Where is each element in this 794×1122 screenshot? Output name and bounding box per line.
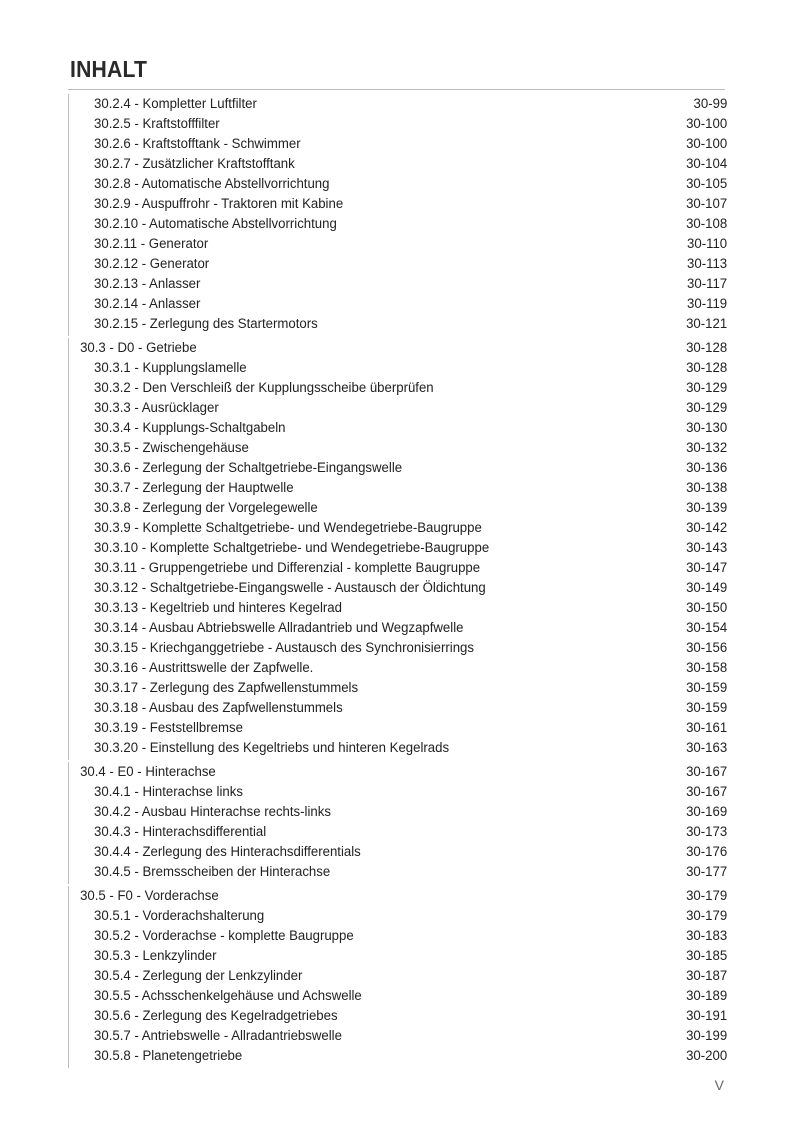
toc-entry[interactable] — [68, 906, 727, 926]
toc-entry-page: 30-130 — [685, 420, 727, 436]
toc-entry[interactable] — [68, 718, 727, 738]
toc-entry-label: 30.4.1 - Hinterachse links — [94, 784, 243, 800]
toc-section-heading[interactable] — [68, 886, 727, 906]
section-left-border — [68, 762, 69, 884]
toc-entry-page: 30-187 — [685, 968, 727, 984]
toc-entry-label: 30.5.5 - Achsschenkelgehäuse und Achswelle — [94, 988, 362, 1004]
toc-section-heading[interactable] — [68, 338, 727, 358]
toc-entry-label: 30.4.3 - Hinterachsdifferential — [94, 824, 267, 840]
toc-entry-label: 30.3.7 - Zerlegung der Hauptwelle — [94, 480, 294, 496]
toc-entry[interactable] — [68, 498, 727, 518]
toc-entry-label: 30.2.4 - Kompletter Luftfilter — [94, 96, 257, 112]
toc-entry-label: 30.3.20 - Einstellung des Kegeltriebs und hinteren Kegelrads — [94, 740, 450, 756]
toc-entry-page: 30-173 — [685, 824, 727, 840]
toc-entry-label: 30.2.12 - Generator — [94, 256, 210, 272]
toc-entry-page: 30-183 — [685, 928, 727, 944]
toc-entry-page: 30-129 — [685, 380, 727, 396]
toc-entry-label: 30.2.11 - Generator — [94, 236, 209, 252]
toc-entry-page: 30-163 — [685, 740, 727, 756]
toc-entry-page: 30-138 — [685, 480, 727, 496]
section-left-border — [68, 338, 69, 760]
toc-entry-page: 30-128 — [685, 360, 727, 376]
toc-entry[interactable] — [68, 234, 727, 254]
toc-entry-page: 30-161 — [685, 720, 727, 736]
toc-entry-page: 30-189 — [685, 988, 727, 1004]
page-number: V — [714, 1077, 724, 1093]
toc-entry[interactable] — [68, 1006, 727, 1026]
toc-entry[interactable] — [68, 698, 727, 718]
toc-entry[interactable] — [68, 538, 727, 558]
toc-entry[interactable] — [68, 782, 727, 802]
toc-entry-page: 30-159 — [685, 700, 727, 716]
toc-entry-label: 30.4.4 - Zerlegung des Hinterachsdifferentials — [94, 844, 361, 860]
toc-entry-page: 30-177 — [685, 864, 727, 880]
toc-entry-label: 30.2.5 - Kraftstofffilter — [94, 116, 220, 132]
toc-entry[interactable] — [68, 518, 727, 538]
toc-entry-label: 30.5.7 - Antriebswelle - Allradantriebswelle — [94, 1028, 342, 1044]
toc-entry-label: 30.3.4 - Kupplungs-Schaltgabeln — [94, 420, 286, 436]
toc-entry[interactable] — [68, 598, 727, 618]
toc-entry-label: 30.3.11 - Gruppengetriebe und Differenzial - komplette Baugruppe — [94, 560, 481, 576]
toc-entry-label: 30.2.9 - Auspuffrohr - Traktoren mit Kabine — [94, 196, 344, 212]
toc-entry[interactable] — [68, 214, 727, 234]
toc-entry-page: 30-200 — [685, 1048, 727, 1064]
toc-entry-label: 30.5.8 - Planetengetriebe — [94, 1048, 243, 1064]
toc-entry[interactable] — [68, 802, 727, 822]
toc-entry-page: 30-136 — [685, 460, 727, 476]
toc-entry[interactable] — [68, 658, 727, 678]
toc-entry[interactable] — [68, 986, 727, 1006]
toc-entry-label: 30.4.2 - Ausbau Hinterachse rechts-links — [94, 804, 331, 820]
toc-entry-page: 30-199 — [685, 1028, 727, 1044]
toc-entry-label: 30.5.4 - Zerlegung der Lenkzylinder — [94, 968, 303, 984]
toc-entry-page: 30-107 — [685, 196, 727, 212]
toc-entry-page: 30-156 — [685, 640, 727, 656]
toc-entry-label: 30.3.15 - Kriechganggetriebe - Austausch des Synchronisierrings — [94, 640, 474, 656]
toc-entry[interactable] — [68, 438, 727, 458]
toc-entry-page: 30-117 — [686, 276, 727, 292]
section-left-border — [68, 886, 69, 1068]
toc-entry[interactable] — [68, 94, 727, 114]
toc-entry-page: 30-128 — [685, 340, 727, 356]
toc-entry[interactable] — [68, 154, 727, 174]
toc-entry-label: 30.3.5 - Zwischengehäuse — [94, 440, 249, 456]
table-of-contents — [68, 94, 727, 1066]
toc-entry-page: 30-150 — [685, 600, 727, 616]
toc-entry-page: 30-154 — [685, 620, 727, 636]
toc-entry-label: 30.3.2 - Den Verschleiß der Kupplungsscheibe überprüfen — [94, 380, 434, 396]
toc-entry-label: 30.3.14 - Ausbau Abtriebswelle Allradantrieb und Wegzapfwelle — [94, 620, 464, 636]
toc-entry-page: 30-132 — [685, 440, 727, 456]
toc-entry-page: 30-191 — [685, 1008, 727, 1024]
toc-entry-page: 30-105 — [685, 176, 727, 192]
toc-entry-page: 30-169 — [685, 804, 727, 820]
toc-entry[interactable] — [68, 966, 727, 986]
toc-entry[interactable] — [68, 946, 727, 966]
toc-section — [68, 762, 727, 882]
toc-entry[interactable] — [68, 862, 727, 882]
toc-entry-page: 30-159 — [685, 680, 727, 696]
toc-entry[interactable] — [68, 398, 727, 418]
toc-entry[interactable] — [68, 458, 727, 478]
section-left-border — [68, 94, 69, 336]
toc-entry-label: 30.5.6 - Zerlegung des Kegelradgetriebes — [94, 1008, 338, 1024]
title-divider — [68, 89, 725, 90]
toc-entry[interactable] — [68, 194, 727, 214]
toc-entry-label: 30.5.2 - Vorderachse - komplette Baugruppe — [94, 928, 354, 944]
toc-entry[interactable] — [68, 358, 727, 378]
toc-entry-page: 30-139 — [685, 500, 727, 516]
toc-entry-label: 30.5 - F0 - Vorderachse — [80, 888, 219, 904]
toc-entry-label: 30.5.3 - Lenkzylinder — [94, 948, 217, 964]
toc-section — [68, 886, 727, 1066]
toc-entry[interactable] — [68, 842, 727, 862]
toc-entry-page: 30-100 — [685, 136, 727, 152]
toc-entry[interactable] — [68, 638, 727, 658]
toc-entry-label: 30.5.1 - Vorderachshalterung — [94, 908, 265, 924]
toc-entry-page: 30-147 — [685, 560, 727, 576]
toc-entry-label: 30.3.8 - Zerlegung der Vorgelegewelle — [94, 500, 318, 516]
toc-entry[interactable] — [68, 1046, 727, 1066]
toc-entry-label: 30.3.6 - Zerlegung der Schaltgetriebe-Eingangswelle — [94, 460, 403, 476]
toc-entry-page: 30-179 — [685, 888, 727, 904]
toc-entry-label: 30.3 - D0 - Getriebe — [80, 340, 197, 356]
toc-entry[interactable] — [68, 738, 727, 758]
toc-entry-page: 30-149 — [685, 580, 727, 596]
page-title: INHALT — [70, 56, 148, 82]
toc-entry[interactable] — [68, 578, 727, 598]
toc-entry-label: 30.3.1 - Kupplungslamelle — [94, 360, 247, 376]
toc-entry-page: 30-143 — [685, 540, 727, 556]
toc-section — [68, 338, 727, 758]
toc-entry[interactable] — [68, 314, 727, 334]
toc-entry[interactable] — [68, 274, 727, 294]
toc-entry-label: 30.2.10 - Automatische Abstellvorrichtung — [94, 216, 337, 232]
toc-entry-page: 30-179 — [685, 908, 727, 924]
toc-entry[interactable] — [68, 822, 727, 842]
toc-entry-page: 30-176 — [685, 844, 727, 860]
toc-entry-label: 30.2.14 - Anlasser — [94, 296, 201, 312]
toc-entry[interactable] — [68, 134, 727, 154]
toc-entry-page: 30-99 — [693, 96, 727, 112]
toc-entry[interactable] — [68, 618, 727, 638]
toc-entry-page: 30-108 — [685, 216, 727, 232]
toc-entry-page: 30-110 — [686, 236, 727, 252]
toc-entry[interactable] — [68, 254, 727, 274]
toc-entry-label: 30.3.16 - Austrittswelle der Zapfwelle. — [94, 660, 314, 676]
toc-entry-page: 30-100 — [685, 116, 727, 132]
toc-entry-label: 30.3.19 - Feststellbremse — [94, 720, 243, 736]
toc-entry[interactable] — [68, 678, 727, 698]
toc-entry-page: 30-167 — [685, 764, 727, 780]
toc-entry-label: 30.2.7 - Zusätzlicher Kraftstofftank — [94, 156, 295, 172]
toc-entry[interactable] — [68, 418, 727, 438]
toc-entry-label: 30.3.13 - Kegeltrieb und hinteres Kegelrad — [94, 600, 342, 616]
toc-entry-page: 30-104 — [685, 156, 727, 172]
toc-section-heading[interactable] — [68, 762, 727, 782]
toc-entry-label: 30.2.6 - Kraftstofftank - Schwimmer — [94, 136, 301, 152]
toc-entry-label: 30.3.12 - Schaltgetriebe-Eingangswelle - Austausch der Öldichtung — [94, 580, 486, 596]
toc-entry-label: 30.2.15 - Zerlegung des Startermotors — [94, 316, 318, 332]
toc-entry[interactable] — [68, 174, 727, 194]
toc-entry[interactable] — [68, 294, 727, 314]
toc-entry-page: 30-158 — [685, 660, 727, 676]
toc-entry-page: 30-113 — [686, 256, 727, 272]
toc-entry[interactable] — [68, 1026, 727, 1046]
toc-entry[interactable] — [68, 378, 727, 398]
toc-entry-label: 30.2.13 - Anlasser — [94, 276, 201, 292]
toc-entry-label: 30.3.17 - Zerlegung des Zapfwellenstummels — [94, 680, 359, 696]
toc-entry[interactable] — [68, 478, 727, 498]
toc-entry[interactable] — [68, 558, 727, 578]
toc-entry-label: 30.2.8 - Automatische Abstellvorrichtung — [94, 176, 330, 192]
toc-entry-label: 30.3.10 - Komplette Schaltgetriebe- und Wendegetriebe-Baugruppe — [94, 540, 490, 556]
toc-entry-page: 30-129 — [685, 400, 727, 416]
toc-entry-label: 30.3.9 - Komplette Schaltgetriebe- und Wendegetriebe-Baugruppe — [94, 520, 482, 536]
toc-entry-label: 30.4.5 - Bremsscheiben der Hinterachse — [94, 864, 331, 880]
toc-entry-page: 30-121 — [685, 316, 727, 332]
toc-entry[interactable] — [68, 926, 727, 946]
toc-entry[interactable] — [68, 114, 727, 134]
toc-entry-page: 30-142 — [685, 520, 727, 536]
toc-entry-label: 30.3.3 - Ausrücklager — [94, 400, 219, 416]
toc-entry-label: 30.3.18 - Ausbau des Zapfwellenstummels — [94, 700, 343, 716]
toc-entry-label: 30.4 - E0 - Hinterachse — [80, 764, 216, 780]
toc-entry-page: 30-119 — [686, 296, 727, 312]
toc-entry-page: 30-185 — [685, 948, 727, 964]
toc-entry-page: 30-167 — [685, 784, 727, 800]
toc-section — [68, 94, 727, 334]
